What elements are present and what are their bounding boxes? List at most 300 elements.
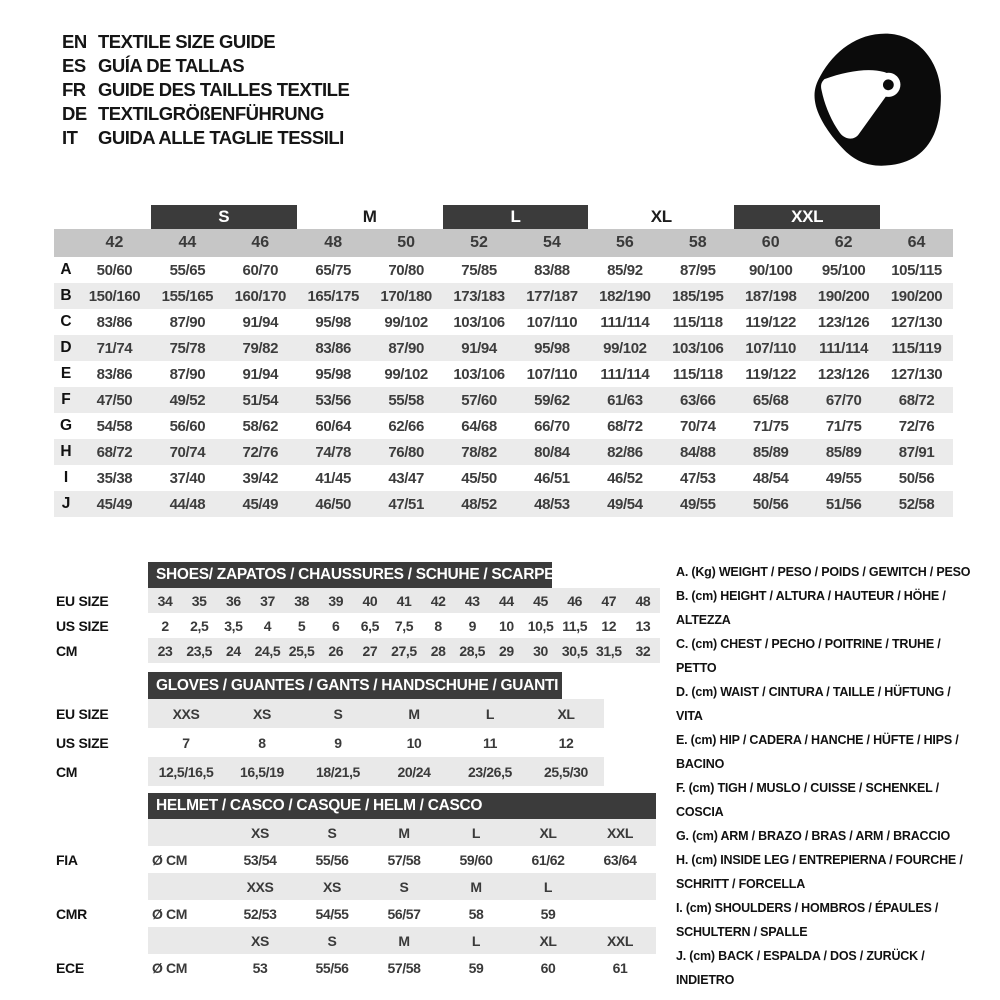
racing-helmet-icon xyxy=(806,28,948,170)
sub-cell: 47 xyxy=(601,592,617,609)
sub-cell: 58 xyxy=(468,905,484,922)
size-value: 177/187 xyxy=(526,287,578,305)
shoes-size-table xyxy=(56,562,660,663)
size-value: 68/72 xyxy=(607,417,643,435)
size-value: 47/50 xyxy=(96,391,133,409)
size-value: 123/126 xyxy=(817,313,870,331)
sub-cell: 59 xyxy=(540,905,556,922)
size-value: 50/56 xyxy=(898,469,935,487)
sub-cell: L xyxy=(543,878,553,895)
size-value: 83/88 xyxy=(534,261,570,279)
band-spacer xyxy=(54,205,151,229)
shoes-table-title: SHOES/ ZAPATOS / CHAUSSURES / SCHUHE / SCARPE xyxy=(148,562,552,588)
sub-cell: 12,5/16,5 xyxy=(158,763,214,780)
helmet-row-cmr xyxy=(56,900,656,927)
sub-cell: 6,5 xyxy=(360,617,379,634)
size-band-m: M xyxy=(362,207,377,226)
size-value: 111/114 xyxy=(600,365,650,383)
size-value: 45/50 xyxy=(461,469,497,487)
sub-cell: 43 xyxy=(464,592,480,609)
column-header-42: 42 xyxy=(105,234,124,251)
size-value: 64/68 xyxy=(461,417,497,435)
size-value: 55/65 xyxy=(169,261,206,279)
measure-row-i xyxy=(54,465,953,491)
sub-cell: 5 xyxy=(297,617,306,634)
size-value: 48/54 xyxy=(752,469,789,487)
sub-cell: 20/24 xyxy=(397,763,431,780)
sub-cell: S xyxy=(327,824,337,841)
size-value: 68/72 xyxy=(898,391,935,409)
size-value: 49/55 xyxy=(680,495,716,513)
sub-cell: 45 xyxy=(533,592,548,609)
row-letter: F xyxy=(61,391,71,408)
sub-cell: 42 xyxy=(430,592,446,609)
size-value: 91/94 xyxy=(242,313,279,331)
size-value: 99/102 xyxy=(384,313,428,331)
sub-cell xyxy=(148,873,224,900)
size-value: 51/54 xyxy=(242,391,279,409)
size-value: 84/88 xyxy=(680,443,716,461)
sub-cell: 6 xyxy=(332,617,340,634)
sub-cell: 38 xyxy=(294,592,309,609)
row-values xyxy=(148,819,656,846)
size-value: 70/74 xyxy=(680,417,716,435)
sub-cell: XL xyxy=(539,932,557,949)
numeric-size-header-row xyxy=(54,229,953,257)
sub-cell: S xyxy=(327,932,337,949)
sub-cell: Ø CM xyxy=(152,905,187,922)
size-value: 119/122 xyxy=(745,365,796,383)
size-value: 103/106 xyxy=(453,365,505,383)
sub-cell: 24,5 xyxy=(254,642,281,659)
measure-row-b xyxy=(54,283,953,309)
size-value: 44/48 xyxy=(169,495,206,513)
column-header-58: 58 xyxy=(688,234,707,251)
column-header-62: 62 xyxy=(834,234,853,251)
size-value: 82/86 xyxy=(607,443,643,461)
size-value: 75/85 xyxy=(461,261,497,279)
row-values xyxy=(148,846,656,873)
sub-cell: M xyxy=(398,932,410,949)
sub-cell: L xyxy=(485,705,495,722)
sub-cell: 11 xyxy=(483,734,497,751)
measure-row-j xyxy=(54,491,953,517)
sub-cell: 13 xyxy=(635,617,651,634)
sub-cell: 32 xyxy=(635,642,651,659)
row-label: ECE xyxy=(56,959,84,976)
size-value: 107/110 xyxy=(745,339,796,357)
size-value: 47/53 xyxy=(680,469,716,487)
row-label: US SIZE xyxy=(56,617,109,634)
sub-cell: Ø CM xyxy=(152,851,187,868)
size-value: 50/56 xyxy=(752,495,789,513)
size-value: 111/114 xyxy=(600,313,650,331)
sub-cell xyxy=(148,927,224,954)
shoes-row-eu-size xyxy=(56,588,660,613)
sub-cell xyxy=(148,819,224,846)
size-value: 105/115 xyxy=(891,261,942,279)
sub-cell: L xyxy=(471,932,481,949)
size-value: 74/78 xyxy=(315,443,351,461)
sub-cell: 8 xyxy=(258,734,266,751)
sub-cell: 4 xyxy=(263,617,272,634)
size-value: 107/110 xyxy=(526,313,578,331)
size-value: 46/50 xyxy=(315,495,351,513)
size-value: 43/47 xyxy=(388,469,424,487)
sub-cell xyxy=(584,900,656,927)
column-header-48: 48 xyxy=(324,234,343,251)
size-value: 60/64 xyxy=(315,417,351,435)
size-band-row xyxy=(54,205,953,229)
helmet-row xyxy=(56,927,656,954)
size-value: 103/106 xyxy=(453,313,505,331)
band-spacer-end xyxy=(880,205,953,229)
sub-cell: 28,5 xyxy=(459,642,486,659)
size-value: 170/180 xyxy=(380,287,432,305)
size-value: 115/118 xyxy=(672,313,723,331)
sub-cell: 39 xyxy=(328,592,344,609)
sub-cell: 11,5 xyxy=(562,617,588,634)
size-value: 70/74 xyxy=(169,443,206,461)
sub-cell: 36 xyxy=(225,592,241,609)
column-header-50: 50 xyxy=(397,234,416,251)
sub-cell: 30,5 xyxy=(561,642,588,659)
row-letter: H xyxy=(60,443,72,460)
size-value: 107/110 xyxy=(526,365,578,383)
legend-item: E. (cm) HIP / CADERA / HANCHE / HÜFTE / HIPS / BACINO xyxy=(676,733,959,771)
size-value: 91/94 xyxy=(461,339,497,357)
size-value: 65/68 xyxy=(752,391,789,409)
gloves-row-cm xyxy=(56,757,604,786)
helmet-row-ece xyxy=(56,954,656,981)
size-value: 63/66 xyxy=(680,391,716,409)
row-values xyxy=(148,638,660,663)
sub-cell: 24 xyxy=(225,642,241,659)
legend-item: I. (cm) SHOULDERS / HOMBROS / ÉPAULES / SCHULTERN / SPALLE xyxy=(676,901,939,939)
measure-row-e xyxy=(54,361,953,387)
sub-cell: 57/58 xyxy=(387,851,421,868)
size-value: 165/175 xyxy=(307,287,359,305)
shoes-rows xyxy=(56,588,660,663)
size-value: 123/126 xyxy=(817,365,870,383)
size-value: 51/56 xyxy=(825,495,862,513)
size-value: 95/98 xyxy=(534,339,570,357)
size-value: 190/200 xyxy=(890,287,943,305)
sub-cell: 25,5/30 xyxy=(544,763,588,780)
sub-cell: 8 xyxy=(434,617,442,634)
sub-cell: 18/21,5 xyxy=(316,763,360,780)
sub-cell: 10,5 xyxy=(527,617,554,634)
helmet-size-table xyxy=(56,793,656,981)
size-value: 103/106 xyxy=(672,339,724,357)
size-value: 155/165 xyxy=(161,287,214,305)
corner-cell xyxy=(54,229,78,257)
size-value: 45/49 xyxy=(242,495,279,513)
language-code-de: DE xyxy=(62,103,87,124)
sub-cell: XL xyxy=(539,824,557,841)
size-value: 50/60 xyxy=(96,261,133,279)
size-value: 90/100 xyxy=(748,261,793,279)
row-values xyxy=(148,588,660,613)
language-code-it: IT xyxy=(62,127,78,148)
size-value: 95/98 xyxy=(315,313,351,331)
size-value: 115/119 xyxy=(891,339,942,357)
column-header-60: 60 xyxy=(761,234,780,251)
language-code-es: ES xyxy=(62,55,86,76)
sub-cell: 46 xyxy=(567,592,583,609)
sub-cell: 30 xyxy=(533,642,548,659)
sub-cell: 9 xyxy=(334,734,342,751)
sub-cell: 40 xyxy=(362,592,378,609)
legend-item: J. (cm) BACK / ESPALDA / DOS / ZURÜCK / INDIETRO xyxy=(676,949,925,987)
guide-title-de: TEXTILGRÖßENFÜHRUNG xyxy=(98,103,324,124)
sub-cell: XS xyxy=(253,705,271,722)
size-value: 87/90 xyxy=(388,339,424,357)
size-value: 72/76 xyxy=(898,417,935,435)
row-label xyxy=(56,927,148,954)
sub-cell: XXS xyxy=(246,878,274,895)
sub-cell: 57/58 xyxy=(387,959,421,976)
size-value: 37/40 xyxy=(169,469,206,487)
sub-cell: 3,5 xyxy=(224,617,243,634)
column-header-54: 54 xyxy=(543,234,561,251)
size-value: 70/80 xyxy=(388,261,424,279)
measure-row-a xyxy=(54,257,953,283)
size-value: 49/54 xyxy=(607,495,643,513)
measure-row-h xyxy=(54,439,953,465)
size-band-l: L xyxy=(443,205,589,229)
legend-item: H. (cm) INSIDE LEG / ENTREPIERNA / FOURCHE / SCHRITT / FORCELLA xyxy=(676,853,963,891)
size-value: 87/91 xyxy=(898,443,935,461)
sub-cell: 23 xyxy=(157,642,173,659)
sub-cell: S xyxy=(333,705,343,722)
size-value: 83/86 xyxy=(96,313,133,331)
row-label: CM xyxy=(56,642,78,659)
row-letter: C xyxy=(60,313,72,330)
sub-cell: Ø CM xyxy=(152,959,187,976)
column-header-46: 46 xyxy=(251,234,270,251)
row-values xyxy=(148,757,604,786)
gloves-size-table xyxy=(56,672,604,786)
legend-item: C. (cm) CHEST / PECHO / POITRINE / TRUHE / PETTO xyxy=(676,637,941,675)
size-value: 59/62 xyxy=(534,391,570,409)
size-value: 95/100 xyxy=(821,261,866,279)
row-values xyxy=(148,927,656,954)
size-value: 119/122 xyxy=(745,313,796,331)
size-value: 71/74 xyxy=(96,339,133,357)
size-value: 52/58 xyxy=(898,495,935,513)
sub-cell: 59 xyxy=(468,959,484,976)
size-value: 115/118 xyxy=(672,365,723,383)
sub-cell: 23/26,5 xyxy=(468,763,512,780)
size-value: 190/200 xyxy=(817,287,870,305)
shoes-row-us-size xyxy=(56,613,660,638)
measure-row-c xyxy=(54,309,953,335)
row-letter: D xyxy=(60,339,72,356)
row-values xyxy=(148,954,656,981)
column-header-44: 44 xyxy=(178,234,197,251)
sub-cell: 29 xyxy=(499,642,514,659)
sub-cell: 35 xyxy=(191,592,207,609)
size-value: 61/63 xyxy=(607,391,643,409)
size-value: 85/89 xyxy=(752,443,789,461)
size-value: 173/183 xyxy=(453,287,505,305)
size-value: 49/55 xyxy=(825,469,862,487)
textile-size-table xyxy=(54,205,953,517)
sub-cell: 48 xyxy=(635,592,651,609)
row-letter: J xyxy=(61,495,71,512)
size-value: 41/45 xyxy=(315,469,351,487)
size-band-xxl: XXL xyxy=(734,205,880,229)
row-letter: I xyxy=(63,469,69,486)
size-value: 72/76 xyxy=(242,443,279,461)
sub-cell: 55/56 xyxy=(315,959,349,976)
legend-item: A. (Kg) WEIGHT / PESO / POIDS / GEWITCH / PESO xyxy=(676,565,971,579)
row-letter: E xyxy=(60,365,72,382)
size-value: 47/51 xyxy=(388,495,424,513)
helmet-icon-graphic xyxy=(806,28,948,170)
sub-cell: M xyxy=(398,824,410,841)
sub-cell: 28 xyxy=(430,642,446,659)
size-value: 85/89 xyxy=(825,443,862,461)
sub-cell: 9 xyxy=(468,617,476,634)
size-value: 79/82 xyxy=(242,339,279,357)
size-value: 48/52 xyxy=(461,495,497,513)
size-value: 87/90 xyxy=(169,365,206,383)
guide-title-es: GUÍA DE TALLAS xyxy=(98,55,245,76)
sub-cell: 52/53 xyxy=(243,905,277,922)
row-letter: B xyxy=(60,287,72,304)
row-label xyxy=(56,873,148,900)
row-letter: A xyxy=(60,261,72,278)
row-values xyxy=(148,900,656,927)
size-value: 68/72 xyxy=(96,443,133,461)
size-value: 56/60 xyxy=(169,417,206,435)
sub-cell: 25,5 xyxy=(288,642,315,659)
sub-cell: 26 xyxy=(328,642,344,659)
sub-cell: 56/57 xyxy=(387,905,421,922)
helmet-table-title: HELMET / CASCO / CASQUE / HELM / CASCO xyxy=(148,793,656,819)
size-value: 150/160 xyxy=(88,287,141,305)
sub-cell: 27 xyxy=(362,642,378,659)
size-value: 83/86 xyxy=(315,339,351,357)
sub-cell: 16,5/19 xyxy=(240,763,284,780)
measure-row-f xyxy=(54,387,953,413)
row-values xyxy=(148,613,660,638)
language-code-en: EN xyxy=(62,31,87,52)
sub-cell: XXL xyxy=(606,932,634,949)
size-value: 182/190 xyxy=(599,287,651,305)
sub-cell: 27,5 xyxy=(391,642,417,659)
shoes-row-cm xyxy=(56,638,660,663)
sub-cell: 7 xyxy=(182,734,190,751)
size-value: 60/70 xyxy=(242,261,279,279)
size-value: 57/60 xyxy=(461,391,497,409)
size-value: 66/70 xyxy=(534,417,570,435)
row-label: EU SIZE xyxy=(56,705,109,722)
legend-item: D. (cm) WAIST / CINTURA / TAILLE / HÜFTUNG / VITA xyxy=(676,685,951,723)
size-value: 185/195 xyxy=(672,287,724,305)
row-label: US SIZE xyxy=(56,734,109,751)
sub-cell: 37 xyxy=(260,592,275,609)
size-value: 127/130 xyxy=(890,365,943,383)
sub-cell: XL xyxy=(557,705,575,722)
legend-item: B. (cm) HEIGHT / ALTURA / HAUTEUR / HÖHE / ALTEZZA xyxy=(676,589,946,627)
column-header-52: 52 xyxy=(470,234,488,251)
size-value: 78/82 xyxy=(461,443,497,461)
sub-cell: 61/62 xyxy=(531,851,565,868)
row-values xyxy=(148,873,656,900)
size-value: 85/92 xyxy=(607,261,643,279)
size-value: 95/98 xyxy=(315,365,351,383)
size-value: 67/70 xyxy=(825,391,862,409)
row-label: FIA xyxy=(56,851,78,868)
size-band-s: S xyxy=(151,205,297,229)
sub-cell: 59/60 xyxy=(459,851,493,868)
sub-cell: 7,5 xyxy=(394,617,414,634)
size-value: 39/42 xyxy=(242,469,279,487)
size-value: 45/49 xyxy=(96,495,133,513)
sub-cell: 44 xyxy=(499,592,514,609)
column-header-56: 56 xyxy=(615,234,634,251)
sub-cell: M xyxy=(408,705,420,722)
row-label: EU SIZE xyxy=(56,592,109,609)
sub-cell xyxy=(584,873,656,900)
size-value: 48/53 xyxy=(534,495,570,513)
size-value: 80/84 xyxy=(534,443,570,461)
sub-cell: 41 xyxy=(396,592,412,609)
size-value: 127/130 xyxy=(890,313,943,331)
sub-cell: 53/54 xyxy=(243,851,277,868)
gloves-row-eu-size xyxy=(56,699,604,728)
size-value: 111/114 xyxy=(819,339,869,357)
column-header-64: 64 xyxy=(907,234,926,251)
size-value: 87/90 xyxy=(169,313,206,331)
size-value: 35/38 xyxy=(96,469,133,487)
helmet-row xyxy=(56,873,656,900)
size-value: 49/52 xyxy=(169,391,206,409)
legend-item: F. (cm) TIGH / MUSLO / CUISSE / SCHENKEL / COSCIA xyxy=(676,781,939,819)
measurement-rows xyxy=(54,257,953,517)
helmet-row-fia xyxy=(56,846,656,873)
measure-row-d xyxy=(54,335,953,361)
sub-cell: L xyxy=(471,824,481,841)
sub-cell: XS xyxy=(251,824,269,841)
helmet-row xyxy=(56,819,656,846)
sub-cell: 63/64 xyxy=(603,851,637,868)
size-value: 187/198 xyxy=(744,287,797,305)
guide-title-fr: GUIDE DES TAILLES TEXTILE xyxy=(98,79,350,100)
size-value: 99/102 xyxy=(384,365,428,383)
size-value: 71/75 xyxy=(825,417,862,435)
row-values xyxy=(148,699,604,728)
size-value: 91/94 xyxy=(242,365,279,383)
language-title-list xyxy=(62,30,349,150)
size-value: 53/56 xyxy=(315,391,351,409)
sub-cell: 23,5 xyxy=(186,642,213,659)
row-label xyxy=(56,819,148,846)
row-values xyxy=(148,728,604,757)
language-code-fr: FR xyxy=(62,79,86,100)
measure-row-g xyxy=(54,413,953,439)
sub-cell: 2 xyxy=(161,617,169,634)
sub-cell: 53 xyxy=(252,959,268,976)
guide-title-en: TEXTILE SIZE GUIDE xyxy=(98,31,276,52)
size-value: 62/66 xyxy=(388,417,424,435)
size-value: 65/75 xyxy=(315,261,351,279)
size-band-xl: XL xyxy=(650,207,672,226)
row-letter: G xyxy=(59,417,73,434)
